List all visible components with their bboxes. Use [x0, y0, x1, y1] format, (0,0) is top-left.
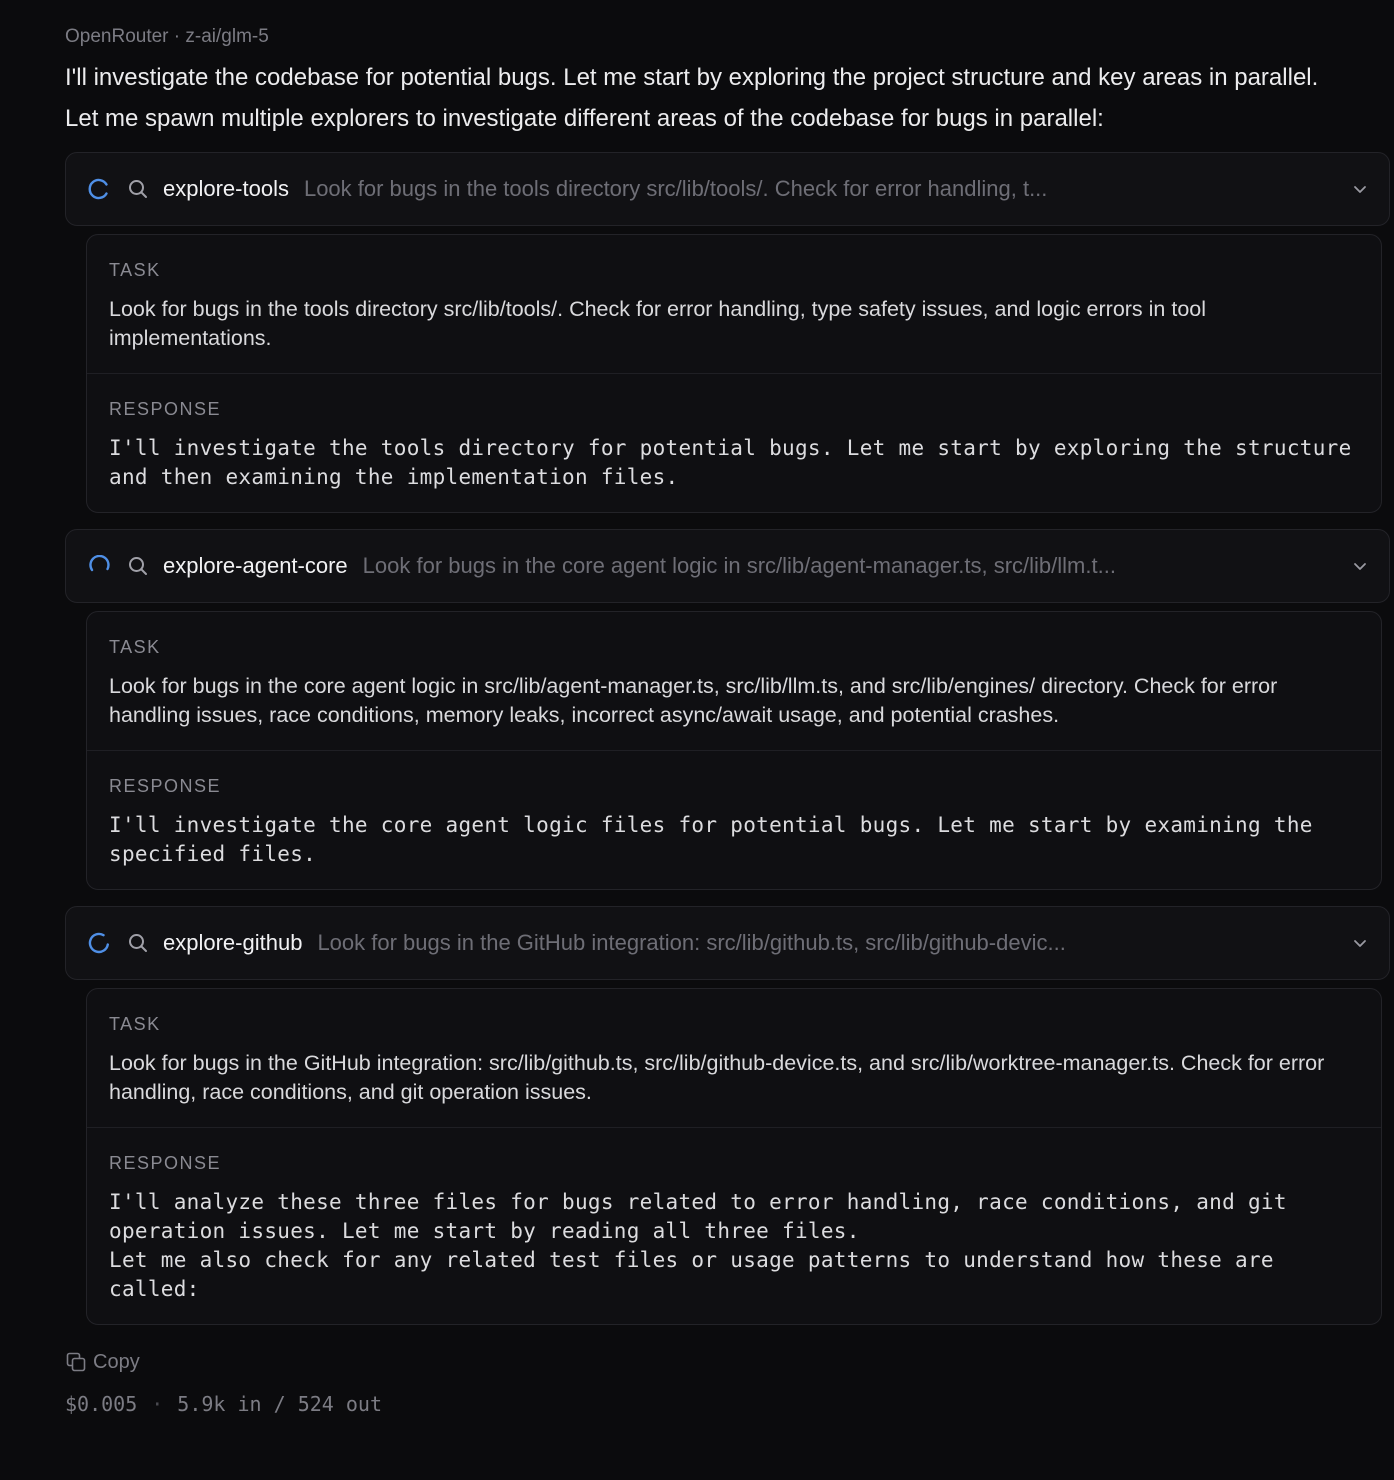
task-section: [87, 989, 1381, 1127]
chevron-down-icon[interactable]: [1351, 557, 1369, 575]
task-text: Look for bugs in the tools directory src/lib/tools/. Check for error handling, type safety issues, and logic errors in tool implementations.: [109, 297, 1207, 350]
task-label: TASK: [109, 260, 161, 280]
task-label: TASK: [109, 637, 161, 657]
response-section: [87, 373, 1381, 512]
task-text: Look for bugs in the GitHub integration: src/lib/github.ts, src/lib/github-device.ts, and src/lib/worktree-manager.ts. Check for error handling, race conditions, and git operation issues.: [109, 1051, 1325, 1104]
agent-name: explore-tools: [163, 176, 289, 201]
response-text: I'll investigate the core agent logic files for potential bugs. Let me start by examining the specified files.: [109, 813, 1313, 866]
search-icon: [127, 555, 149, 577]
spinner-icon: [88, 178, 110, 200]
spinner-icon: [88, 932, 110, 954]
message-paragraph: I'll investigate the codebase for potential bugs. Let me start by exploring the project structure and key areas in parallel.: [65, 64, 1319, 91]
message-paragraph: Let me spawn multiple explorers to investigate different areas of the codebase for bugs in parallel:: [65, 105, 1104, 132]
chevron-down-icon[interactable]: [1351, 934, 1369, 952]
task-text: Look for bugs in the core agent logic in src/lib/agent-manager.ts, src/lib/llm.ts, and src/lib/engines/ directory. Check for error handling issues, race conditions, memory leaks, incorrect async/await usage, and potential crashes.: [109, 674, 1278, 727]
copy-label: Copy: [93, 1350, 140, 1373]
response-section: [87, 1127, 1381, 1324]
task-section: [87, 235, 1381, 373]
cost-value: $0.005: [65, 1392, 138, 1416]
agent-detail-panel: [86, 988, 1382, 1325]
agent-task-preview: Look for bugs in the tools directory src/lib/tools/. Check for error handling, t...: [303, 176, 1048, 201]
token-count: 5.9k in / 524 out: [177, 1392, 382, 1416]
agent-name: explore-github: [163, 930, 303, 955]
agent-task-preview: Look for bugs in the core agent logic in src/lib/agent-manager.ts, src/lib/llm.t...: [362, 553, 1116, 578]
response-label: RESPONSE: [109, 776, 222, 796]
response-label: RESPONSE: [109, 399, 222, 419]
task-label: TASK: [109, 1014, 161, 1034]
agent-header-explore-github[interactable]: [65, 906, 1390, 980]
search-icon: [127, 932, 149, 954]
chevron-down-icon[interactable]: [1351, 180, 1369, 198]
response-section: [87, 750, 1381, 889]
response-text: I'll investigate the tools directory for potential bugs. Let me start by exploring the structure and then examining the implementation files.: [109, 436, 1352, 489]
response-text: I'll analyze these three files for bugs related to error handling, race conditions, and git operation issues. Let me start by reading all three files. Let me also check for any related test files or usage patterns to understand how these are called:: [109, 1190, 1287, 1301]
separator-dot: ·: [151, 1392, 164, 1416]
agent-detail-panel: [86, 611, 1382, 890]
agent-name: explore-agent-core: [163, 553, 348, 578]
task-section: [87, 612, 1381, 750]
agent-detail-panel: [86, 234, 1382, 513]
agent-task-preview: Look for bugs in the GitHub integration: src/lib/github.ts, src/lib/github-devic...: [317, 930, 1066, 955]
agent-header-explore-agent-core[interactable]: [65, 529, 1390, 603]
search-icon: [127, 178, 149, 200]
copy-button[interactable]: [65, 1347, 1390, 1377]
model-label: OpenRouter · z-ai/glm-5: [65, 26, 269, 47]
chat-message: [65, 22, 1390, 1419]
response-label: RESPONSE: [109, 1153, 222, 1173]
spinner-icon: [88, 555, 110, 577]
agent-header-explore-tools[interactable]: [65, 152, 1390, 226]
usage-stats: [65, 1389, 1390, 1419]
copy-icon: [65, 1351, 87, 1373]
